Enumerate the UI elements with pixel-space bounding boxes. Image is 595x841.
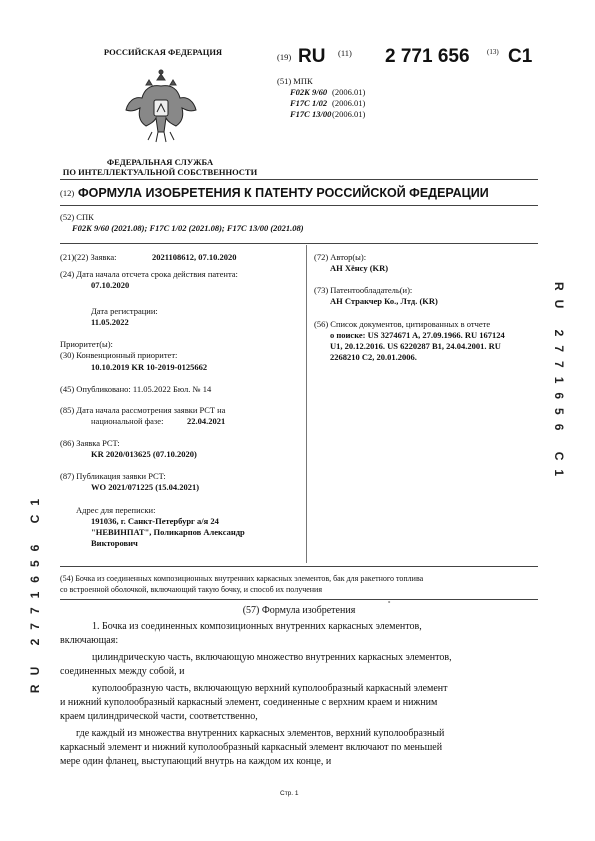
mpk-ver-3: (2006.01) bbox=[332, 109, 366, 119]
mpk-class-1: F02K 9/60 bbox=[290, 87, 328, 97]
section-rule-bottom bbox=[60, 566, 538, 567]
address-line-2: "НЕВИНПАТ", Поликарпов Александр bbox=[91, 527, 245, 537]
title-code: (12) bbox=[60, 188, 75, 198]
title-rule-top bbox=[60, 179, 538, 180]
cited-docs-line-1: (56) Список документов, цитированных в отчете bbox=[314, 319, 491, 329]
spk-value: F02K 9/60 (2021.08); F17C 1/02 (2021.08); F17C 13/00 (2021.08) bbox=[72, 223, 304, 233]
owner-label: (73) Патентообладатель(и): bbox=[314, 285, 413, 295]
pct-start-value: 22.04.2021 bbox=[187, 416, 226, 426]
pct-application-value: KR 2020/013625 (07.10.2020) bbox=[91, 449, 197, 459]
right-margin-number: RU 2771656 C1 bbox=[552, 282, 566, 486]
column-divider bbox=[306, 245, 307, 563]
patent-number: 2 771 656 bbox=[385, 46, 470, 67]
claim-line-7: краем цилиндрической части, соответственно, bbox=[60, 711, 258, 722]
term-label: (24) Дата начала отсчета срока действия патента: bbox=[60, 269, 238, 279]
mpk-class-2: F17C 1/02 bbox=[290, 98, 328, 108]
registration-label: Дата регистрации: bbox=[91, 306, 158, 316]
code-19: (19) bbox=[277, 52, 292, 62]
kind-code: C1 bbox=[508, 46, 533, 67]
pct-start-label-2: национальной фазе: bbox=[91, 416, 164, 426]
registration-value: 11.05.2022 bbox=[91, 317, 129, 327]
mpk-ver-2: (2006.01) bbox=[332, 98, 366, 108]
claim-line-10: мере один фланец, выступающий внутрь на каждом их конце, и bbox=[60, 756, 332, 767]
claim-1-line-2: включающая: bbox=[60, 635, 119, 646]
agency-line2: ПО ИНТЕЛЛЕКТУАЛЬНОЙ СОБСТВЕННОСТИ bbox=[62, 167, 258, 177]
pct-start-label: (85) Дата начала рассмотрения заявки PCT на bbox=[60, 405, 226, 415]
application-label: (21)(22) Заявка: bbox=[60, 252, 117, 262]
pct-publication-label: (87) Публикация заявки PCT: bbox=[60, 471, 166, 481]
section-rule bbox=[60, 243, 538, 244]
owner-value: АН Стракчер Ко., Лтд. (KR) bbox=[330, 296, 438, 306]
convention-priority-label: (30) Конвенционный приоритет: bbox=[60, 350, 178, 360]
left-margin-number: RU 2771656 C1 bbox=[28, 490, 42, 694]
claim-line-4: соединенных между собой, и bbox=[60, 666, 185, 677]
authors-label: (72) Автор(ы): bbox=[314, 252, 367, 262]
address-line-3: Викторович bbox=[91, 538, 138, 548]
cited-docs-line-3: U1, 20.12.2016. US 6220287 B1, 24.04.2001. RU bbox=[330, 341, 501, 351]
pct-publication-value: WO 2021/071225 (15.04.2021) bbox=[91, 482, 200, 492]
application-value: 2021108612, 07.10.2020 bbox=[152, 252, 237, 262]
claim-line-8: где каждый из множества внутренних каркасных элементов, верхний куполообразный bbox=[76, 728, 445, 739]
pct-application-label: (86) Заявка PCT: bbox=[60, 438, 120, 448]
claims-rule bbox=[60, 599, 538, 600]
claim-line-9: каркасный элемент и нижний куполообразный каркасный элемент включают по меньшей bbox=[60, 742, 443, 753]
address-label: Адрес для переписки: bbox=[76, 505, 156, 515]
claims-heading: (57) Формула изобретения bbox=[242, 605, 356, 616]
country-name: РОССИЙСКАЯ ФЕДЕРАЦИЯ bbox=[103, 47, 223, 57]
code-11: (11) bbox=[338, 48, 352, 58]
claim-1-line-1: 1. Бочка из соединенных композиционных внутренних каркасных элементов, bbox=[92, 621, 422, 632]
claims-mark: ° bbox=[388, 601, 391, 607]
published: (45) Опубликовано: 11.05.2022 Бюл. № 14 bbox=[60, 384, 212, 394]
authors-value: АН Хёнсу (KR) bbox=[330, 263, 389, 273]
claim-line-5: куполообразную часть, включающую верхний куполообразный каркасный элемент bbox=[92, 683, 448, 694]
claim-line-6: и нижний куполообразный каркасный элемент, соединенные с верхним краем и нижним bbox=[60, 697, 438, 708]
address-line-1: 191036, г. Санкт-Петербург а/я 24 bbox=[91, 516, 219, 526]
claim-line-3: цилиндрическую часть, включающую множество внутренних каркасных элементов, bbox=[92, 652, 452, 663]
mpk-ver-1: (2006.01) bbox=[332, 87, 366, 97]
document-title: ФОРМУЛА ИЗОБРЕТЕНИЯ К ПАТЕНТУ РОССИЙСКОЙ ФЕДЕРАЦИИ bbox=[78, 186, 489, 200]
convention-priority-value: 10.10.2019 KR 10-2019-0125662 bbox=[91, 362, 208, 372]
mpk-class-3: F17C 13/00 bbox=[290, 109, 332, 119]
country-code: RU bbox=[298, 46, 326, 67]
page-number: Стр. 1 bbox=[280, 790, 299, 797]
state-emblem bbox=[122, 66, 200, 146]
spk-label: (52) СПК bbox=[60, 212, 94, 222]
agency-line1: ФЕДЕРАЛЬНАЯ СЛУЖБА bbox=[106, 157, 214, 167]
cited-docs-line-2: о поиске: US 3274671 A, 27.09.1966. RU 167124 bbox=[330, 330, 505, 340]
title-rule-bottom bbox=[60, 205, 538, 206]
invention-title-line-2: со встроенной оболочкой, включающий такую бочку, и способ их получения bbox=[60, 585, 323, 594]
cited-docs-line-4: 2268210 C2, 20.01.2006. bbox=[330, 352, 417, 362]
code-13: (13) bbox=[487, 48, 499, 56]
term-value: 07.10.2020 bbox=[91, 280, 130, 290]
priority-label: Приоритет(ы): bbox=[60, 339, 113, 349]
invention-title-line-1: (54) Бочка из соединенных композиционных внутренних каркасных элементов, бак для ракетного топлива bbox=[60, 574, 424, 583]
mpk-label: (51) МПК bbox=[277, 76, 313, 86]
